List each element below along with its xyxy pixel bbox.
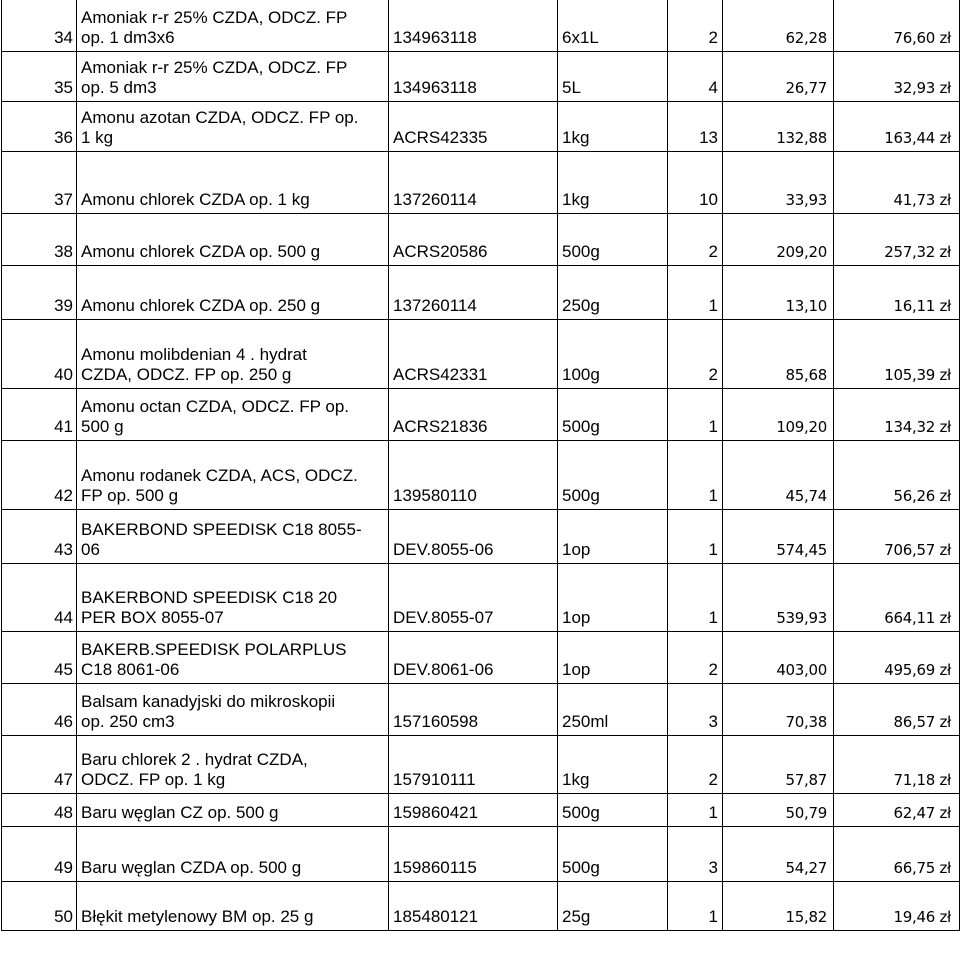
package-unit: 1op — [558, 510, 668, 564]
table-row — [2, 827, 960, 882]
gross-price: 32,93 zł — [834, 52, 960, 102]
quantity: 2 — [668, 632, 723, 684]
catalog-number: DEV.8061-06 — [389, 632, 558, 684]
catalog-number: ACRS21836 — [389, 389, 558, 441]
row-number: 38 — [2, 214, 77, 266]
net-price: 26,77 — [723, 52, 834, 102]
catalog-number: 137260114 — [389, 266, 558, 320]
package-unit: 25g — [558, 882, 668, 931]
quantity: 4 — [668, 52, 723, 102]
package-unit: 1op — [558, 564, 668, 632]
catalog-number: 134963118 — [389, 0, 558, 52]
catalog-number: 137260114 — [389, 152, 558, 214]
row-number: 49 — [2, 827, 77, 882]
product-name: Baru chlorek 2 . hydrat CZDA, ODCZ. FP op. 1 kg — [77, 736, 389, 794]
row-number: 40 — [2, 320, 77, 389]
product-name: Amonu molibdenian 4 . hydrat CZDA, ODCZ. FP op. 250 g — [77, 320, 389, 389]
package-unit: 100g — [558, 320, 668, 389]
net-price: 209,20 — [723, 214, 834, 266]
price-table — [1, 0, 960, 931]
table-row — [2, 632, 960, 684]
quantity: 13 — [668, 102, 723, 152]
product-name: Balsam kanadyjski do mikroskopii op. 250 cm3 — [77, 684, 389, 736]
net-price: 15,82 — [723, 882, 834, 931]
package-unit: 500g — [558, 827, 668, 882]
table-row — [2, 214, 960, 266]
package-unit: 500g — [558, 441, 668, 510]
net-price: 57,87 — [723, 736, 834, 794]
table-row — [2, 441, 960, 510]
product-name: BAKERBOND SPEEDISK C18 20 PER BOX 8055-07 — [77, 564, 389, 632]
gross-price: 86,57 zł — [834, 684, 960, 736]
package-unit: 500g — [558, 389, 668, 441]
quantity: 1 — [668, 794, 723, 827]
row-number: 50 — [2, 882, 77, 931]
net-price: 54,27 — [723, 827, 834, 882]
row-number: 46 — [2, 684, 77, 736]
gross-price: 76,60 zł — [834, 0, 960, 52]
table-row — [2, 102, 960, 152]
row-number: 42 — [2, 441, 77, 510]
catalog-number: 159860421 — [389, 794, 558, 827]
catalog-number: 157910111 — [389, 736, 558, 794]
net-price: 574,45 — [723, 510, 834, 564]
product-name: Amoniak r-r 25% CZDA, ODCZ. FP op. 5 dm3 — [77, 52, 389, 102]
quantity: 10 — [668, 152, 723, 214]
net-price: 45,74 — [723, 441, 834, 510]
gross-price: 16,11 zł — [834, 266, 960, 320]
product-name: Błękit metylenowy BM op. 25 g — [77, 882, 389, 931]
gross-price: 41,73 zł — [834, 152, 960, 214]
net-price: 33,93 — [723, 152, 834, 214]
catalog-number: DEV.8055-06 — [389, 510, 558, 564]
package-unit: 1kg — [558, 102, 668, 152]
gross-price: 706,57 zł — [834, 510, 960, 564]
quantity: 2 — [668, 736, 723, 794]
package-unit: 1kg — [558, 736, 668, 794]
catalog-number: 134963118 — [389, 52, 558, 102]
quantity: 1 — [668, 510, 723, 564]
catalog-number: DEV.8055-07 — [389, 564, 558, 632]
table-row — [2, 152, 960, 214]
product-name: Baru węglan CZ op. 500 g — [77, 794, 389, 827]
package-unit: 500g — [558, 794, 668, 827]
quantity: 2 — [668, 214, 723, 266]
quantity: 1 — [668, 389, 723, 441]
quantity: 1 — [668, 266, 723, 320]
row-number: 47 — [2, 736, 77, 794]
quantity: 2 — [668, 320, 723, 389]
gross-price: 62,47 zł — [834, 794, 960, 827]
net-price: 62,28 — [723, 0, 834, 52]
net-price: 403,00 — [723, 632, 834, 684]
table-row — [2, 684, 960, 736]
catalog-number: 185480121 — [389, 882, 558, 931]
row-number: 34 — [2, 0, 77, 52]
net-price: 132,88 — [723, 102, 834, 152]
table-row — [2, 564, 960, 632]
table-row — [2, 794, 960, 827]
row-number: 44 — [2, 564, 77, 632]
table-body — [2, 0, 960, 931]
row-number: 37 — [2, 152, 77, 214]
gross-price: 19,46 zł — [834, 882, 960, 931]
catalog-number: 139580110 — [389, 441, 558, 510]
row-number: 35 — [2, 52, 77, 102]
quantity: 2 — [668, 0, 723, 52]
product-name: Amonu chlorek CZDA op. 500 g — [77, 214, 389, 266]
product-name: Baru węglan CZDA op. 500 g — [77, 827, 389, 882]
table-row — [2, 52, 960, 102]
package-unit: 250g — [558, 266, 668, 320]
table-row — [2, 320, 960, 389]
net-price: 50,79 — [723, 794, 834, 827]
row-number: 43 — [2, 510, 77, 564]
net-price: 539,93 — [723, 564, 834, 632]
package-unit: 5L — [558, 52, 668, 102]
gross-price: 56,26 zł — [834, 441, 960, 510]
quantity: 3 — [668, 684, 723, 736]
quantity: 1 — [668, 882, 723, 931]
row-number: 36 — [2, 102, 77, 152]
row-number: 39 — [2, 266, 77, 320]
product-name: Amonu octan CZDA, ODCZ. FP op. 500 g — [77, 389, 389, 441]
gross-price: 163,44 zł — [834, 102, 960, 152]
table-row — [2, 882, 960, 931]
product-name: BAKERBOND SPEEDISK C18 8055- 06 — [77, 510, 389, 564]
gross-price: 134,32 zł — [834, 389, 960, 441]
gross-price: 257,32 zł — [834, 214, 960, 266]
package-unit: 250ml — [558, 684, 668, 736]
product-name: Amonu rodanek CZDA, ACS, ODCZ. FP op. 500 g — [77, 441, 389, 510]
gross-price: 495,69 zł — [834, 632, 960, 684]
net-price: 13,10 — [723, 266, 834, 320]
quantity: 1 — [668, 564, 723, 632]
package-unit: 1op — [558, 632, 668, 684]
gross-price: 71,18 zł — [834, 736, 960, 794]
catalog-number: ACRS42335 — [389, 102, 558, 152]
package-unit: 6x1L — [558, 0, 668, 52]
product-name: BAKERB.SPEEDISK POLARPLUS C18 8061-06 — [77, 632, 389, 684]
gross-price: 66,75 zł — [834, 827, 960, 882]
catalog-number: ACRS42331 — [389, 320, 558, 389]
package-unit: 500g — [558, 214, 668, 266]
gross-price: 105,39 zł — [834, 320, 960, 389]
row-number: 48 — [2, 794, 77, 827]
table-row — [2, 389, 960, 441]
net-price: 109,20 — [723, 389, 834, 441]
catalog-number: ACRS20586 — [389, 214, 558, 266]
row-number: 45 — [2, 632, 77, 684]
catalog-number: 157160598 — [389, 684, 558, 736]
row-number: 41 — [2, 389, 77, 441]
catalog-number: 159860115 — [389, 827, 558, 882]
product-name: Amonu chlorek CZDA op. 1 kg — [77, 152, 389, 214]
product-name: Amoniak r-r 25% CZDA, ODCZ. FP op. 1 dm3x6 — [77, 0, 389, 52]
net-price: 70,38 — [723, 684, 834, 736]
package-unit: 1kg — [558, 152, 668, 214]
table-row — [2, 736, 960, 794]
quantity: 1 — [668, 441, 723, 510]
quantity: 3 — [668, 827, 723, 882]
table-row — [2, 510, 960, 564]
net-price: 85,68 — [723, 320, 834, 389]
product-name: Amonu chlorek CZDA op. 250 g — [77, 266, 389, 320]
table-row — [2, 266, 960, 320]
gross-price: 664,11 zł — [834, 564, 960, 632]
product-name: Amonu azotan CZDA, ODCZ. FP op. 1 kg — [77, 102, 389, 152]
table-row — [2, 0, 960, 52]
